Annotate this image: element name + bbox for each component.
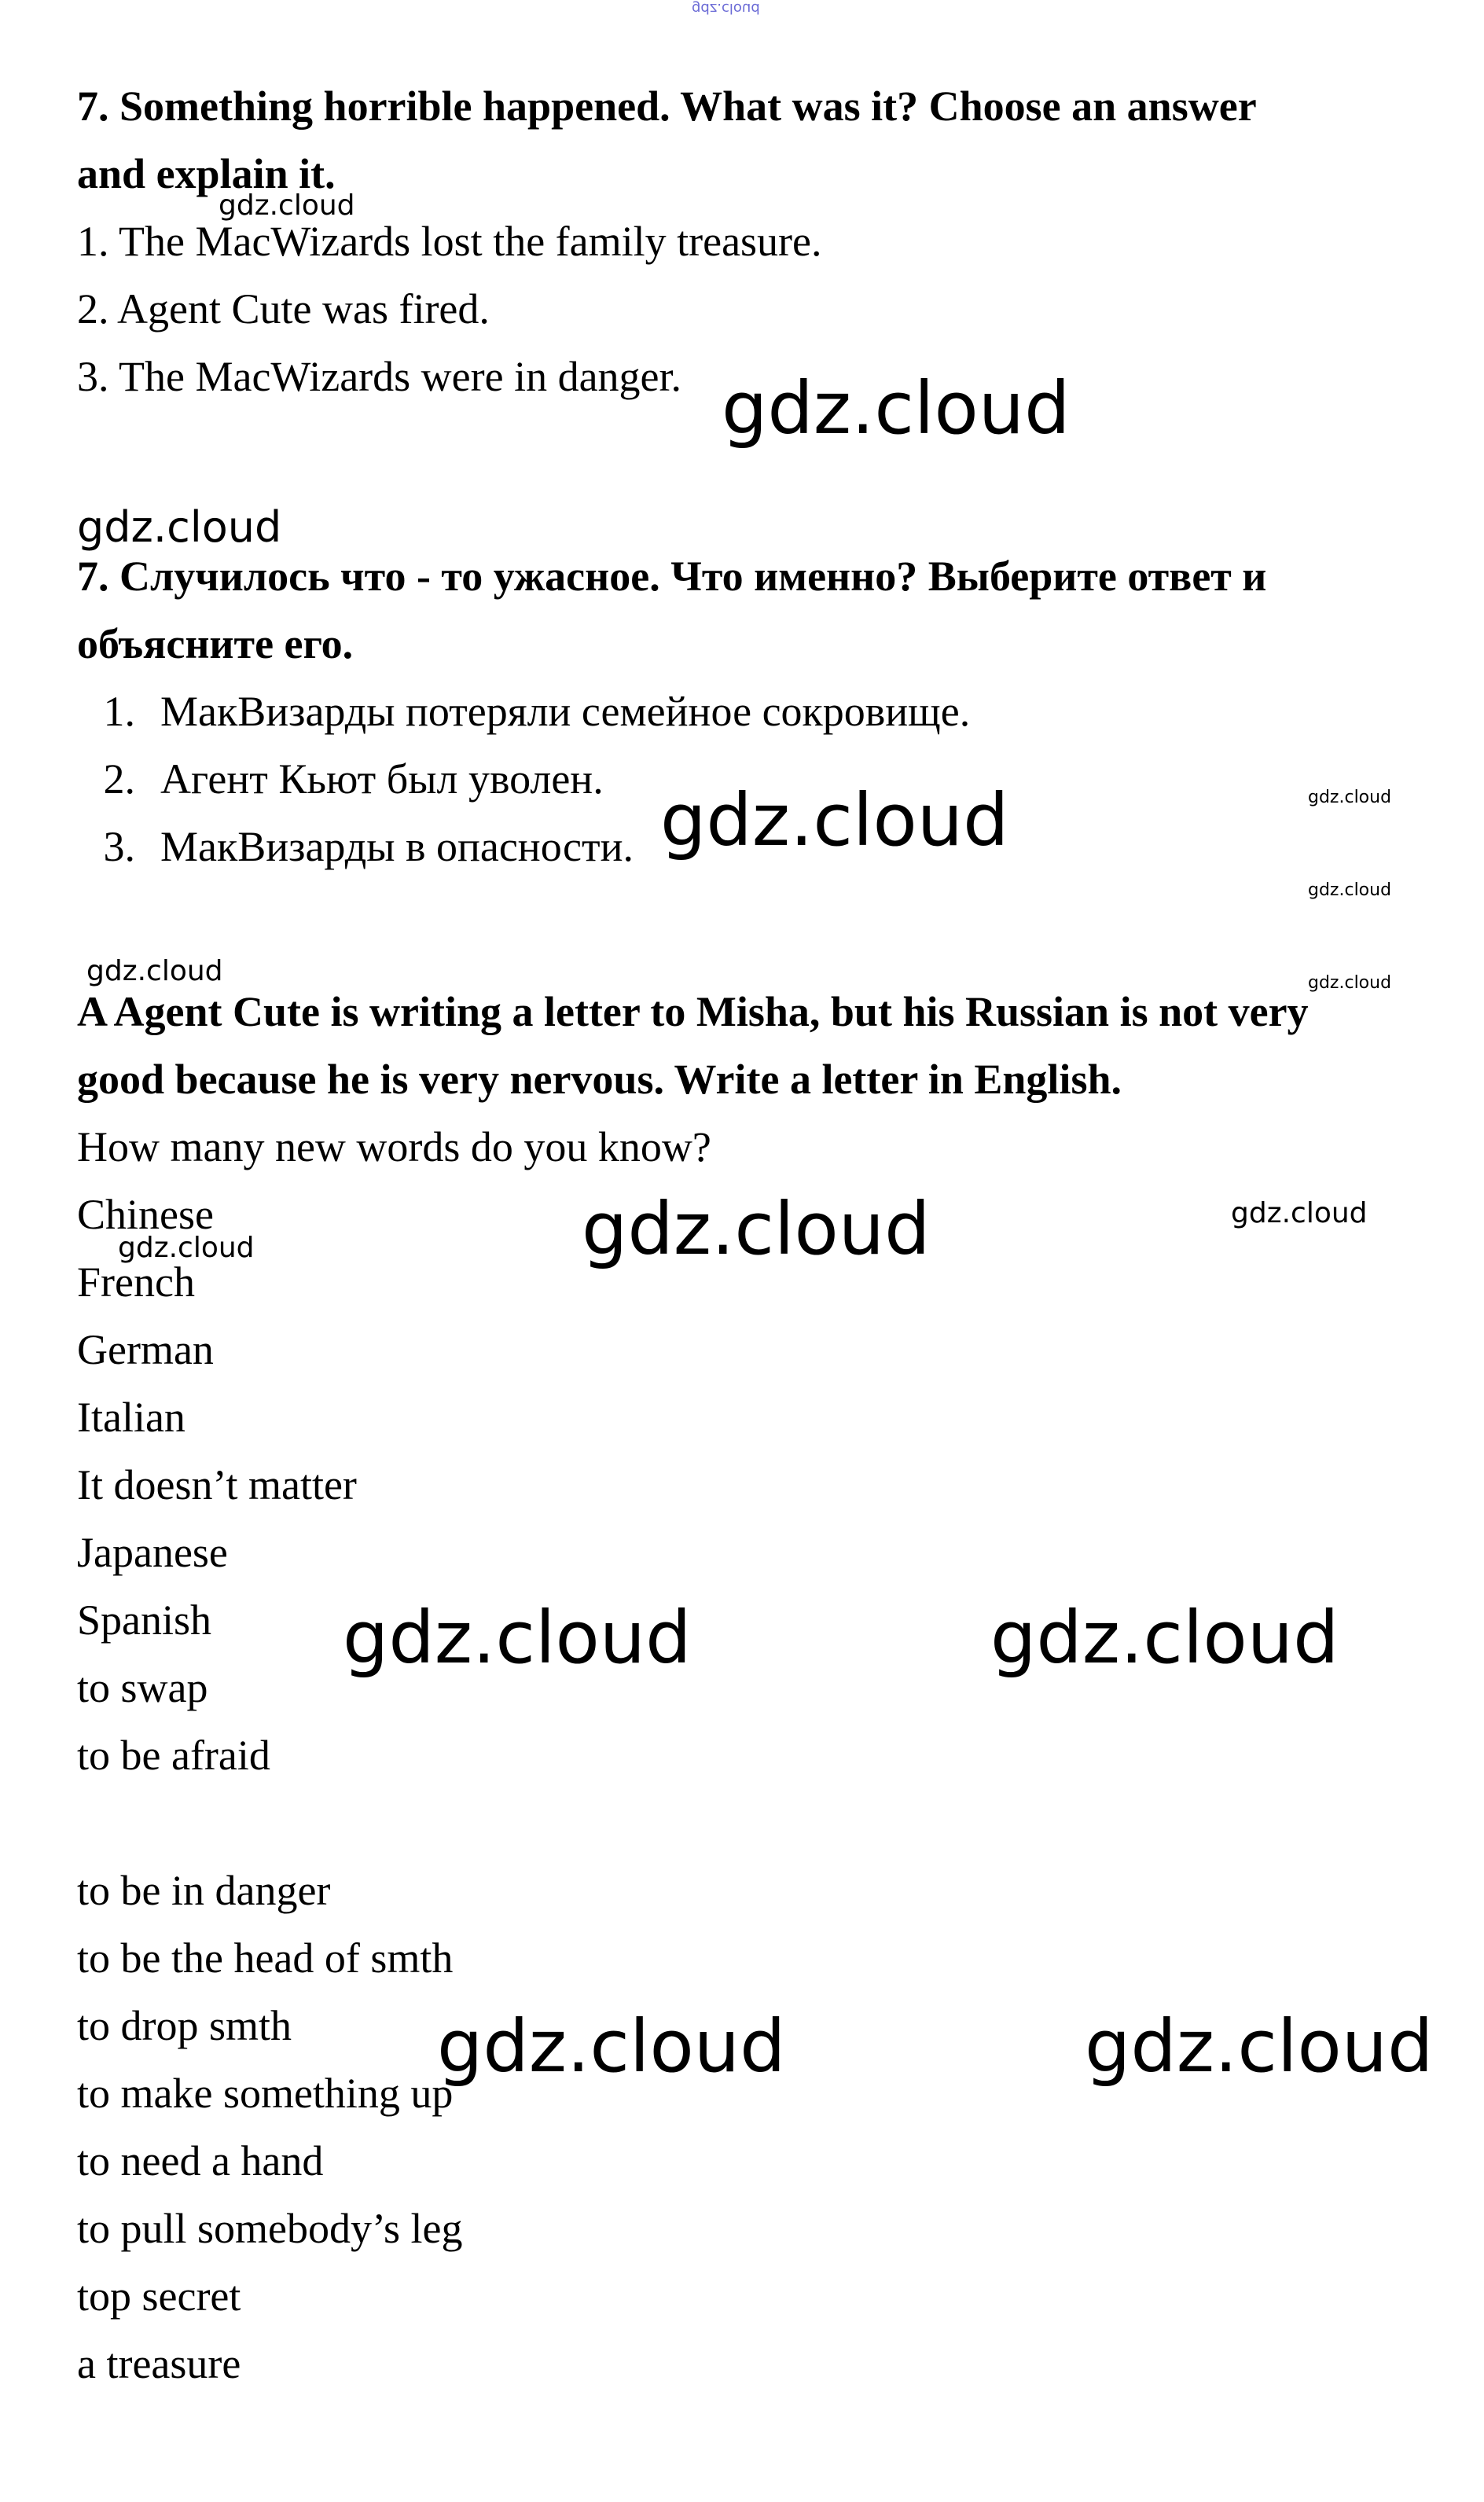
word-item: Spanish: [77, 1596, 212, 1644]
task-a-heading-line1: A Agent Cute is writing a letter to Misha, but his Russian is not very: [77, 988, 1309, 1035]
word-item: It doesn’t matter: [77, 1461, 357, 1508]
list-number: 2.: [103, 755, 135, 803]
list-text: Агент Кьют был уволен.: [160, 755, 604, 803]
task-en-heading-line2: and explain it.: [77, 150, 336, 197]
task-a-question: How many new words do you know?: [77, 1123, 711, 1170]
watermark: gdz.cloud: [86, 955, 223, 987]
word-item: to be afraid: [77, 1732, 270, 1779]
task-ru-option-3: [77, 813, 634, 880]
word-item: Chinese: [77, 1191, 214, 1238]
word-item: to be the head of smth: [77, 1934, 454, 1982]
watermark: gdz.cloud: [660, 778, 1009, 862]
watermark: gdz.cloud: [990, 1596, 1339, 1680]
watermark: gdz.cloud: [77, 502, 282, 552]
word-item: to need a hand: [77, 2137, 324, 2184]
word-item: to swap: [77, 1664, 208, 1711]
task-en-heading-line1: 7. Something horrible happened. What was it? Choose an answer: [77, 83, 1257, 130]
word-item: German: [77, 1326, 214, 1373]
task-ru-option-2: [77, 745, 604, 813]
task-ru-option-1: [77, 678, 970, 745]
word-item: Italian: [77, 1394, 186, 1441]
list-number: 3.: [103, 823, 135, 870]
list-text: МакВизарды в опасности.: [160, 823, 634, 870]
word-item: to be in danger: [77, 1867, 331, 1914]
watermark: gdz.cloud: [722, 366, 1071, 450]
top-watermark: gdz.cloud: [692, 0, 760, 17]
watermark: gdz.cloud: [1308, 973, 1392, 993]
watermark: gdz.cloud: [1308, 880, 1392, 900]
word-item: to make something up: [77, 2070, 454, 2117]
word-item: French: [77, 1258, 195, 1306]
word-item: top secret: [77, 2272, 241, 2320]
watermark: gdz.cloud: [1308, 788, 1392, 807]
task-en-option-1: 1. The MacWizards lost the family treasure.: [77, 218, 822, 265]
word-item: a treasure: [77, 2340, 241, 2387]
task-ru-heading-line2: объясните его.: [77, 620, 354, 667]
watermark: gdz.cloud: [219, 189, 355, 222]
task-en-option-2: 2. Agent Cute was fired.: [77, 285, 490, 332]
word-item: to pull somebody’s leg: [77, 2205, 463, 2252]
watermark: gdz.cloud: [437, 2004, 786, 2089]
watermark: gdz.cloud: [582, 1187, 931, 1271]
watermark: gdz.cloud: [1231, 1197, 1368, 1229]
watermark: gdz.cloud: [1085, 2004, 1434, 2089]
task-ru-heading-line1: 7. Случилось что - то ужасное. Что именно? Выберите ответ и: [77, 553, 1267, 600]
watermark: gdz.cloud: [343, 1596, 692, 1680]
list-text: МакВизарды потеряли семейное сокровище.: [160, 688, 971, 735]
task-a-heading-line2: good because he is very nervous. Write a letter in English.: [77, 1056, 1122, 1103]
watermark: gdz.cloud: [118, 1232, 255, 1264]
list-number: 1.: [103, 688, 135, 735]
word-item: Japanese: [77, 1529, 228, 1576]
word-item: to drop smth: [77, 2002, 292, 2049]
task-en-option-3: 3. The MacWizards were in danger.: [77, 353, 682, 400]
